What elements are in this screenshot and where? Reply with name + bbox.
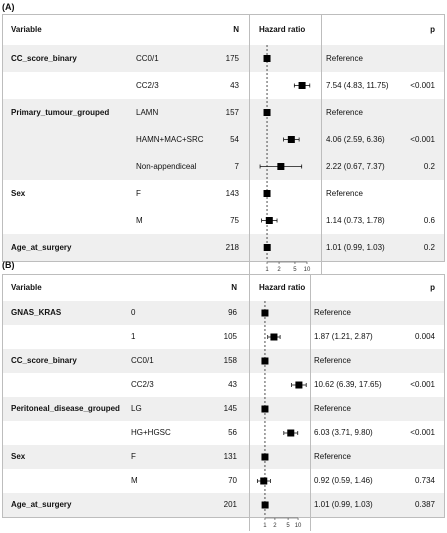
row-p-value: 0.2 [423, 243, 435, 252]
hazard-ratio-point [264, 190, 271, 197]
row-n: 175 [225, 54, 239, 63]
hazard-ratio-point [261, 358, 268, 365]
row-level: CC2/3 [131, 380, 154, 389]
row-n: 96 [228, 308, 237, 317]
row-n: 7 [234, 162, 239, 171]
row-estimate: Reference [314, 308, 351, 317]
row-level: LG [131, 404, 142, 413]
row-estimate: 1.87 (1.21, 2.87) [314, 332, 373, 341]
row-n: 218 [225, 243, 239, 252]
x-tick-label: 1 [265, 267, 269, 273]
row-variable: Sex [11, 189, 26, 198]
row-estimate: Reference [326, 189, 363, 198]
row-variable: CC_score_binary [11, 356, 77, 365]
row-estimate: 0.92 (0.59, 1.46) [314, 476, 373, 485]
row-n: 131 [223, 452, 237, 461]
row-n: 56 [228, 428, 237, 437]
x-tick-label: 1 [263, 523, 267, 529]
forest-table [2, 274, 445, 529]
row-n: 54 [230, 135, 239, 144]
forest-table [2, 14, 445, 273]
row-n: 143 [225, 189, 239, 198]
x-tick-label: 5 [293, 267, 297, 273]
hazard-ratio-point [261, 454, 268, 461]
row-p-value: 0.734 [414, 476, 435, 485]
row-n: 70 [228, 476, 237, 485]
forest-plot [3, 275, 444, 533]
row-estimate: 2.22 (0.67, 7.37) [326, 162, 385, 171]
header-hazard-ratio: Hazard ratio [259, 283, 306, 292]
row-estimate: Reference [314, 356, 351, 365]
hazard-ratio-point [266, 217, 273, 224]
row-estimate: Reference [326, 108, 363, 117]
row-n: 43 [230, 81, 239, 90]
row-level: 0 [131, 308, 136, 317]
row-level: F [136, 189, 141, 198]
row-p-value: <0.001 [410, 428, 435, 437]
hazard-ratio-point [277, 163, 284, 170]
row-estimate: 6.03 (3.71, 9.80) [314, 428, 373, 437]
row-level: LAMN [136, 108, 159, 117]
forest-plot [3, 15, 444, 277]
hazard-ratio-point [288, 136, 295, 143]
x-tick-label: 2 [273, 523, 277, 529]
row-p-value: <0.001 [410, 135, 435, 144]
row-estimate: 1.01 (0.99, 1.03) [326, 243, 385, 252]
row-variable: CC_score_binary [11, 54, 77, 63]
row-level: CC2/3 [136, 81, 159, 90]
panel-label: (A) [2, 2, 15, 12]
hazard-ratio-point [295, 382, 302, 389]
row-level: 1 [131, 332, 136, 341]
hazard-ratio-point [299, 82, 306, 89]
row-estimate: Reference [326, 54, 363, 63]
row-level: HAMN+MAC+SRC [136, 135, 204, 144]
row-n: 201 [223, 500, 237, 509]
row-p-value: 0.004 [414, 332, 435, 341]
x-tick-label: 10 [294, 523, 302, 529]
header-variable: Variable [11, 25, 42, 34]
x-tick-label: 10 [303, 267, 311, 273]
row-variable: Age_at_surgery [11, 243, 72, 252]
header-n: N [233, 25, 239, 34]
row-level: M [136, 216, 143, 225]
x-tick-label: 2 [277, 267, 281, 273]
row-estimate: 7.54 (4.83, 11.75) [326, 81, 389, 90]
row-variable: GNAS_KRAS [11, 308, 62, 317]
row-p-value: 0.2 [423, 162, 435, 171]
row-p-value: 0.387 [414, 500, 435, 509]
row-level: Non-appendiceal [136, 162, 197, 171]
header-hazard-ratio: Hazard ratio [259, 25, 306, 34]
row-estimate: Reference [314, 404, 351, 413]
row-n: 43 [228, 380, 237, 389]
hazard-ratio-point [261, 310, 268, 317]
hazard-ratio-point [264, 55, 271, 62]
row-n: 158 [223, 356, 237, 365]
panel-label: (B) [2, 260, 15, 270]
row-level: CC0/1 [136, 54, 159, 63]
row-variable: Age_at_surgery [11, 500, 72, 509]
row-level: M [131, 476, 138, 485]
hazard-ratio-point [287, 430, 294, 437]
hazard-ratio-point [262, 502, 269, 509]
row-level: CC0/1 [131, 356, 154, 365]
row-estimate: 4.06 (2.59, 6.36) [326, 135, 385, 144]
row-variable: Primary_tumour_grouped [11, 108, 110, 117]
row-variable: Peritoneal_disease_grouped [11, 404, 120, 413]
row-n: 75 [230, 216, 239, 225]
header-n: N [231, 283, 237, 292]
hazard-ratio-point [260, 478, 267, 485]
hazard-ratio-point [261, 406, 268, 413]
row-n: 145 [223, 404, 237, 413]
row-p-value: <0.001 [410, 380, 435, 389]
row-level: F [131, 452, 136, 461]
hazard-ratio-point [264, 244, 271, 251]
row-estimate: 1.01 (0.99, 1.03) [314, 500, 373, 509]
row-p-value: <0.001 [410, 81, 435, 90]
hazard-ratio-point [264, 109, 271, 116]
row-variable: Sex [11, 452, 26, 461]
header-variable: Variable [11, 283, 42, 292]
x-tick-label: 5 [286, 523, 290, 529]
row-estimate: 1.14 (0.73, 1.78) [326, 216, 385, 225]
hazard-ratio-point [270, 334, 277, 341]
header-p: p [430, 25, 435, 34]
row-n: 157 [225, 108, 239, 117]
row-level: HG+HGSC [131, 428, 171, 437]
row-estimate: Reference [314, 452, 351, 461]
row-n: 105 [223, 332, 237, 341]
row-p-value: 0.6 [423, 216, 435, 225]
header-p: p [430, 283, 435, 292]
row-estimate: 10.62 (6.39, 17.65) [314, 380, 382, 389]
